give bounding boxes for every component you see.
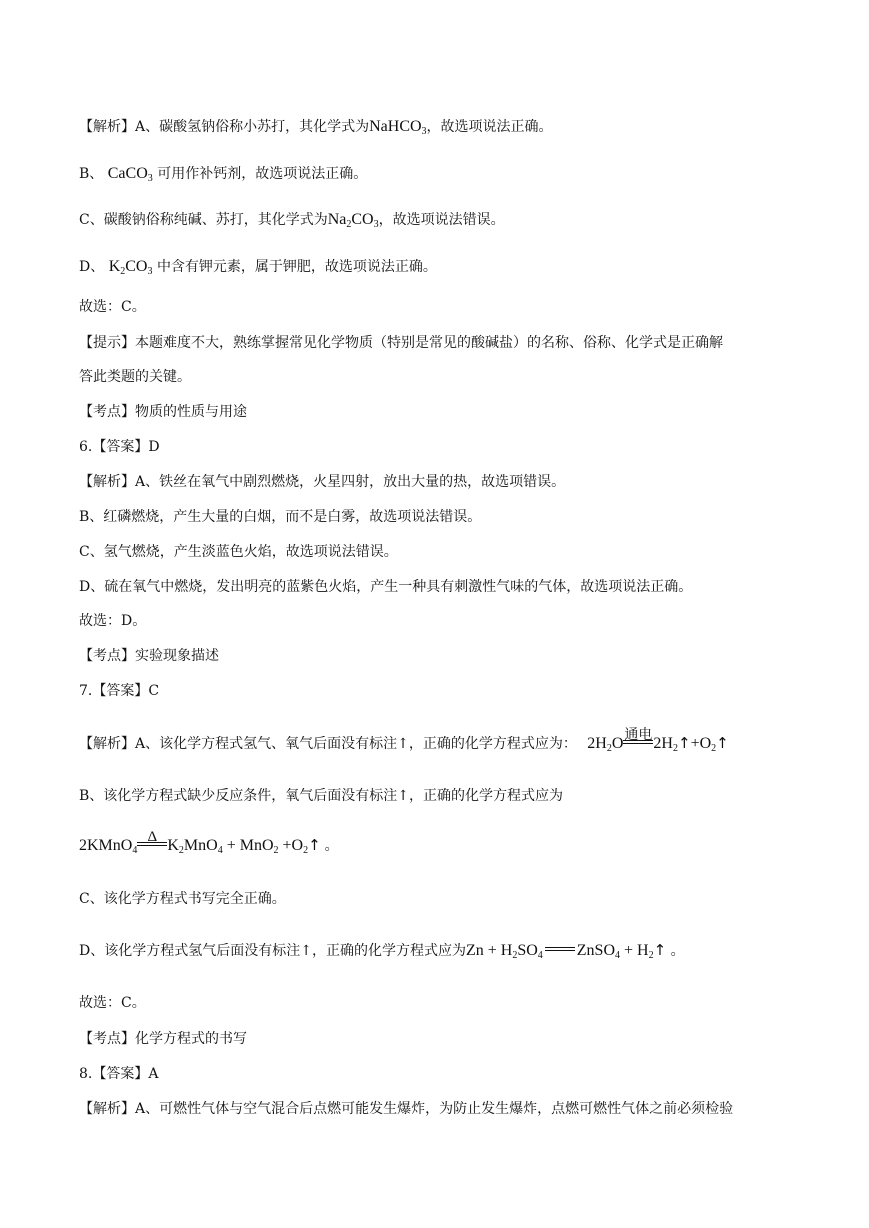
formula-part: 2H [653, 735, 673, 752]
answer-8: 8.【答案】A [79, 1066, 159, 1082]
analysis-5d [79, 257, 437, 277]
equation-water-electrolysis [587, 727, 729, 754]
formula-part: 2KMnO [79, 837, 133, 854]
analysis-7d [79, 940, 685, 961]
formula-part: CO [125, 258, 148, 275]
formula-part: NaHCO [369, 118, 422, 135]
subscript: 2 [672, 743, 678, 754]
formula-nahco3 [369, 118, 426, 135]
answer-7: 7.【答案】C [79, 683, 160, 699]
condition-label: Δ [147, 829, 158, 845]
text: D、 [79, 259, 105, 275]
text: 【解析】A、碳酸氢钠俗称小苏打，其化学式为 [79, 119, 370, 135]
analysis-5c [79, 210, 505, 230]
gas-arrow: ↑ [308, 836, 321, 854]
formula-part: SO [517, 942, 538, 959]
formula-part: O [611, 735, 624, 752]
subscript: 3 [421, 126, 427, 137]
gas-arrow: ↑ [716, 734, 729, 752]
equals-sign [545, 947, 575, 951]
equation-zinc-acid [466, 942, 666, 959]
formula-part: K [108, 258, 121, 275]
subscript: 3 [373, 219, 379, 230]
subscript: 2 [178, 845, 184, 856]
topic-6: 【考点】实验现象描述 [79, 648, 219, 664]
subscript: 2 [273, 845, 279, 856]
formula-part: Zn + H [465, 942, 513, 959]
equation-kmno4 [79, 829, 339, 856]
analysis-8a: 【解析】A、可燃性气体与空气混合后点燃可能发生爆炸，为防止发生爆炸，点燃可燃性气体之前必须检验 [79, 1101, 734, 1117]
text: 中含有钾元素，属于钾肥，故选项说法正确。 [156, 259, 437, 275]
text: ，故选项说法错误。 [378, 212, 505, 228]
condition-label: 通电 [624, 727, 653, 743]
gas-arrow: ↑ [677, 734, 691, 752]
text: D、该化学方程式氢气后面没有标注↑，正确的化学方程式应为 [79, 943, 466, 959]
subscript: 2 [648, 950, 654, 961]
hint-line-2: 答此类题的关键。 [79, 369, 191, 385]
subscript: 2 [303, 845, 309, 856]
analysis-6a: 【解析】A、铁丝在氧气中剧烈燃烧，火星四射，放出大量的热，故选项错误。 [79, 474, 566, 490]
text: 可用作补钙剂，故选项说法正确。 [157, 166, 368, 182]
subscript: 2 [512, 950, 518, 961]
subscript: 2 [120, 266, 126, 277]
subscript: 2 [711, 743, 717, 754]
formula-caco3 [108, 165, 153, 182]
subscript: 4 [537, 950, 543, 961]
analysis-7a [79, 727, 729, 754]
analysis-6c: C、氢气燃烧，产生淡蓝色火焰，故选项说法错误。 [79, 544, 398, 560]
text: B、 [79, 166, 104, 182]
subscript: 3 [147, 173, 153, 184]
formula-part: Na [327, 211, 347, 228]
subscript: 4 [217, 845, 223, 856]
equation-body [79, 829, 325, 856]
topic-5: 【考点】物质的性质与用途 [79, 404, 247, 420]
hint-line-1: 【提示】本题难度不大，熟练掌握常见化学物质（特别是常见的酸碱盐）的名称、俗称、化学式是正确解 [79, 335, 723, 351]
formula-part: + H [620, 942, 649, 959]
formula-part: ZnSO [576, 942, 616, 959]
analysis-7b: B、该化学方程式缺少反应条件，氧气后面没有标注↑，正确的化学方程式应为 [79, 788, 564, 804]
analysis-5a [79, 117, 553, 137]
analysis-6d: D、硫在氧气中燃烧，发出明亮的蓝紫色火焰，产生一种具有刺激性气味的气体，故选项说法正确。 [79, 579, 693, 595]
reaction-condition [137, 829, 167, 856]
formula-part: 2H [587, 735, 607, 752]
formula-k2co3 [109, 258, 153, 275]
text: 。 [670, 943, 685, 959]
formula-part: MnO [183, 837, 218, 854]
choice-5: 故选：C。 [79, 299, 146, 315]
subscript: 4 [615, 950, 621, 961]
answer-6: 6.【答案】D [79, 439, 160, 455]
formula-part: CaCO [107, 165, 148, 182]
analysis-7c: C、该化学方程式书写完全正确。 [79, 891, 286, 907]
formula-na2co3 [328, 211, 379, 228]
formula-part: + MnO [222, 837, 274, 854]
formula-part: CO [351, 211, 374, 228]
analysis-6b: B、红磷燃烧，产生大量的白烟，而不是白雾，故选项说法错误。 [79, 509, 482, 525]
formula-part: +O [278, 837, 304, 854]
subscript: 2 [346, 219, 352, 230]
reaction-condition [623, 727, 653, 754]
choice-7: 故选：C。 [79, 995, 146, 1011]
formula-part: +O [690, 735, 712, 752]
text: 【解析】A、该化学方程式氢气、氧气后面没有标注↑，正确的化学方程式应为： [79, 736, 577, 752]
analysis-5b [79, 164, 367, 184]
text: 。 [324, 838, 339, 854]
subscript: 2 [606, 743, 612, 754]
choice-6: 故选：D。 [79, 613, 147, 629]
text: ，故选项说法正确。 [426, 119, 553, 135]
formula-part: K [167, 837, 179, 854]
subscript: 3 [147, 266, 153, 277]
gas-arrow: ↑ [653, 941, 667, 959]
subscript: 4 [132, 845, 138, 856]
topic-7: 【考点】化学方程式的书写 [79, 1031, 247, 1047]
text: C、碳酸钠俗称纯碱、苏打，其化学式为 [79, 212, 328, 228]
